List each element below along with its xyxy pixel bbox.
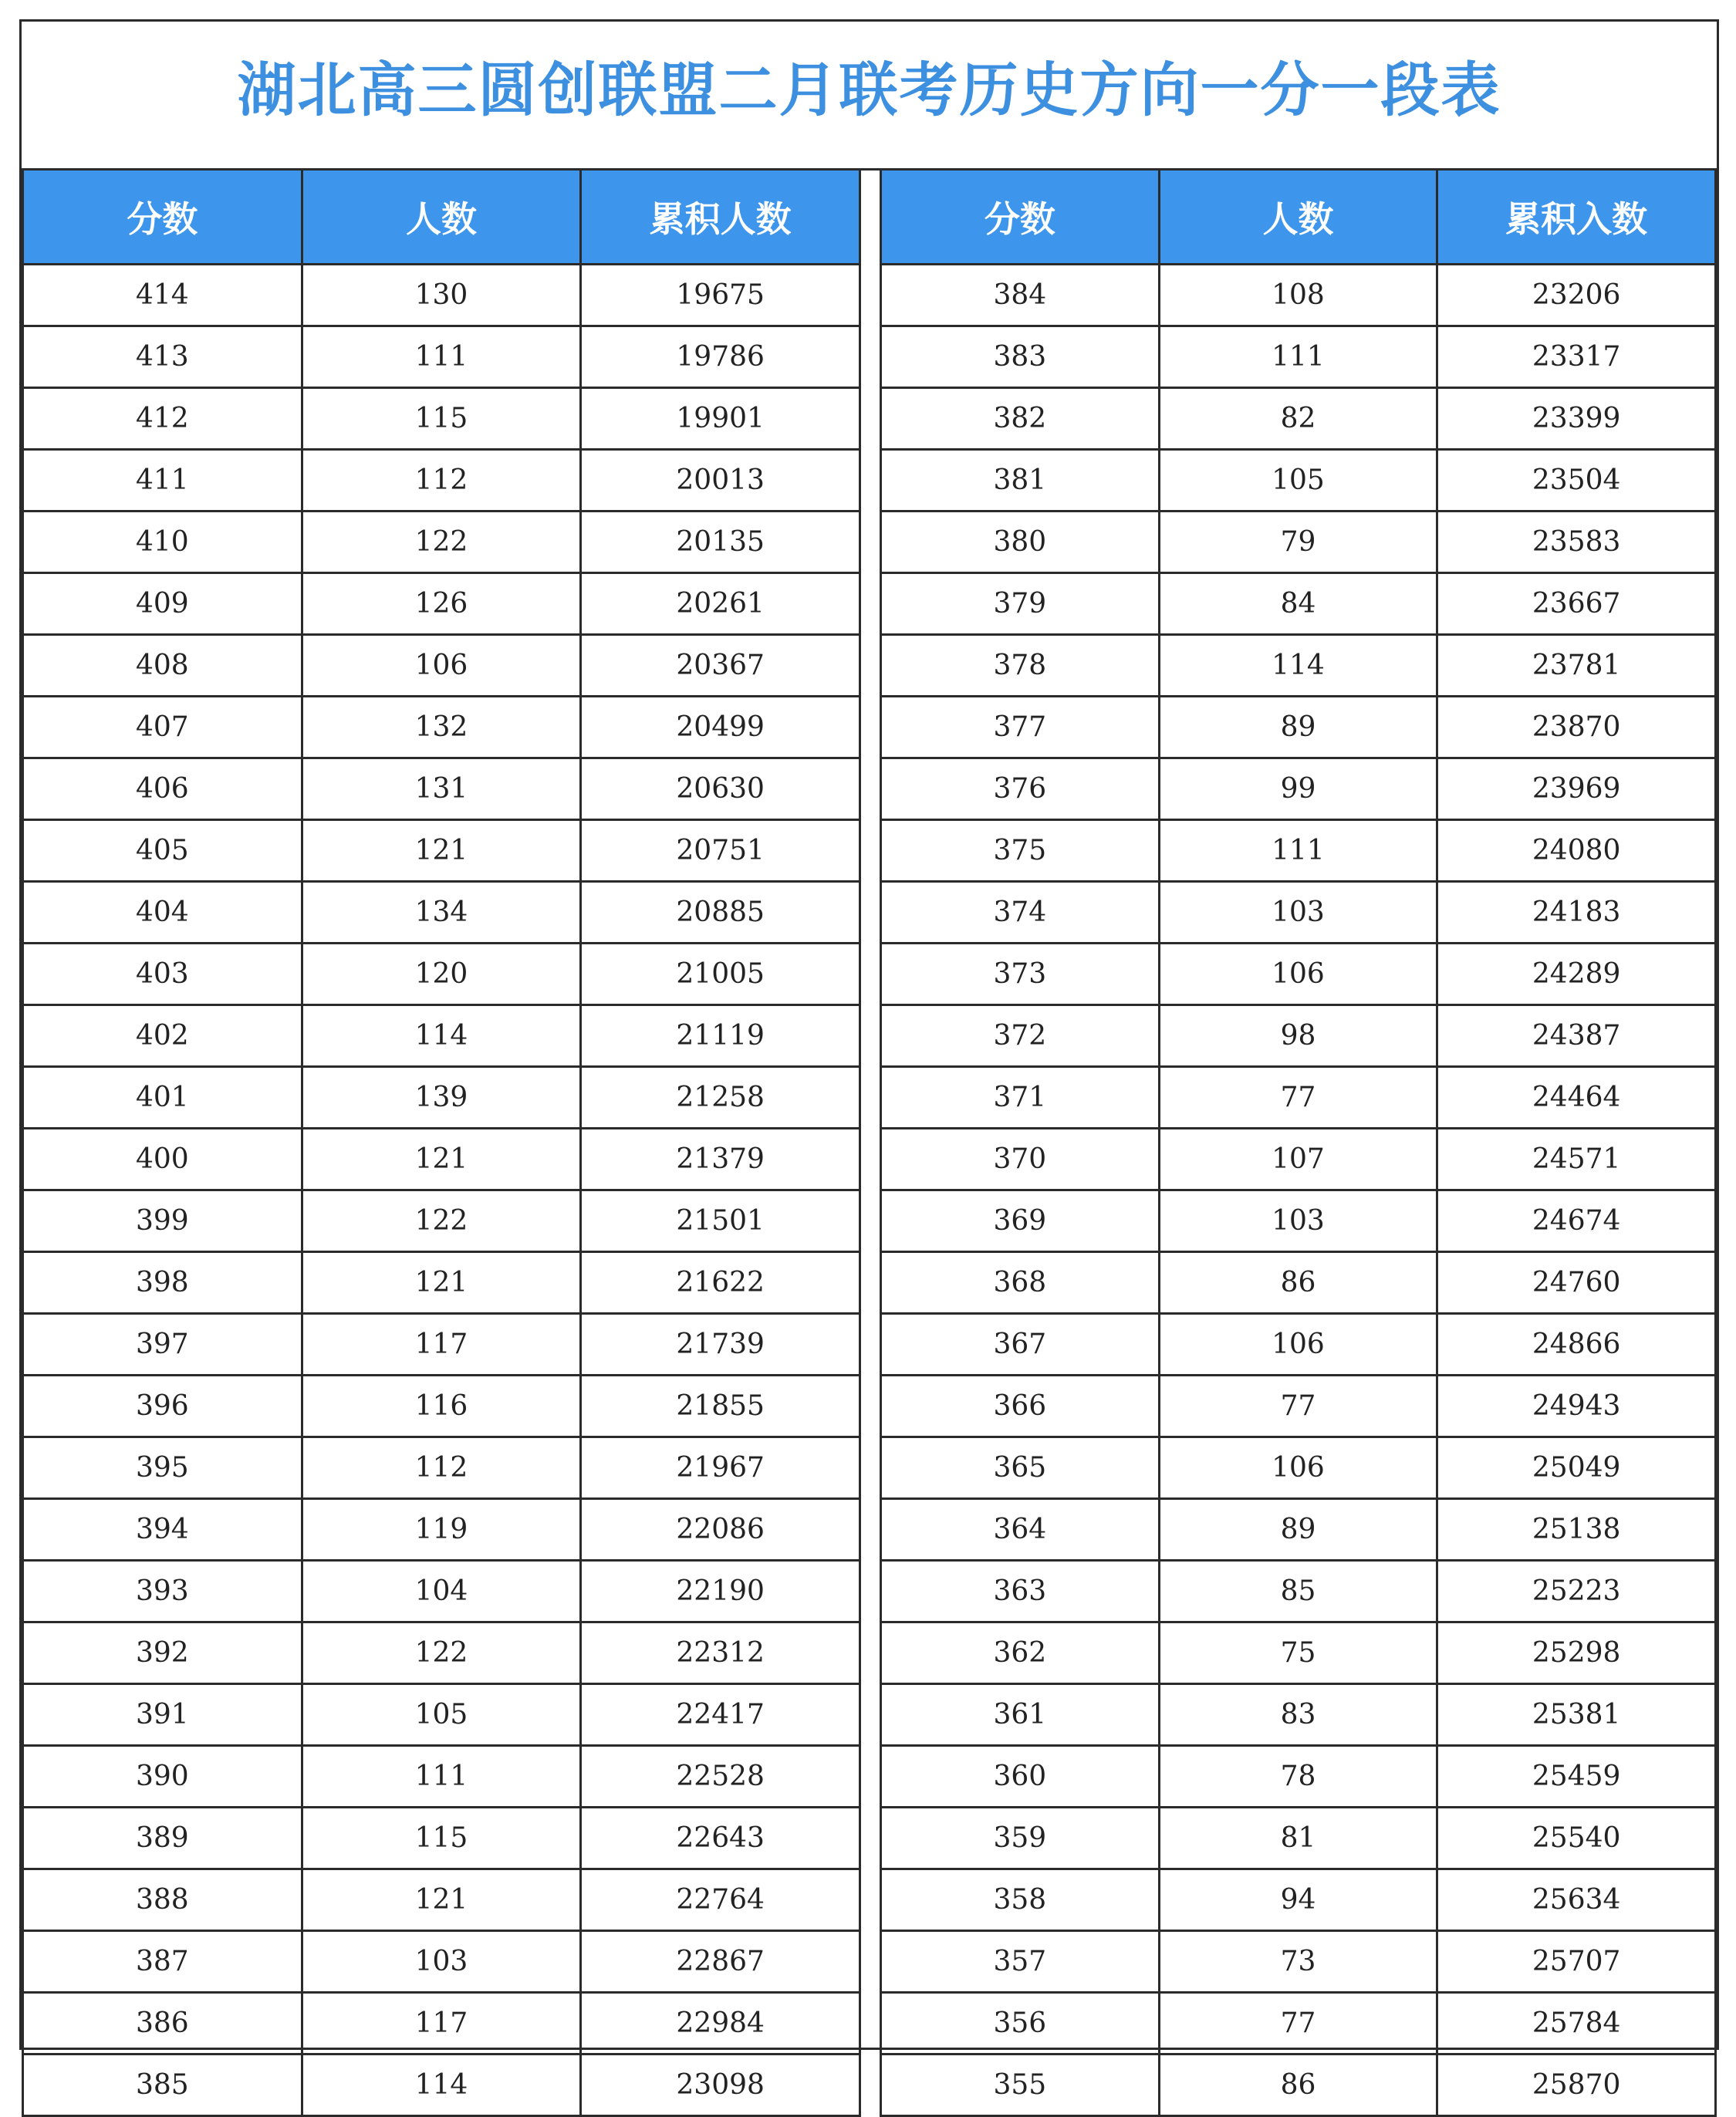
cumulative-cell: 20499 xyxy=(581,697,860,758)
table-row xyxy=(23,1437,860,1499)
table-row xyxy=(881,512,1716,573)
cumulative-cell: 21855 xyxy=(581,1376,860,1437)
table-row xyxy=(23,265,860,326)
score-cell: 393 xyxy=(23,1561,302,1622)
score-cell: 402 xyxy=(23,1005,302,1067)
cumulative-cell: 21005 xyxy=(581,944,860,1005)
count-cell: 105 xyxy=(1159,450,1437,512)
score-cell: 376 xyxy=(881,758,1160,820)
score-cell: 360 xyxy=(881,1746,1160,1808)
count-cell: 106 xyxy=(1159,1314,1437,1376)
score-cell: 399 xyxy=(23,1190,302,1252)
table-row xyxy=(23,1129,860,1190)
count-cell: 103 xyxy=(302,1931,581,1993)
table-row xyxy=(23,1252,860,1314)
table-row xyxy=(23,1869,860,1931)
table-row xyxy=(23,1499,860,1561)
score-cell: 356 xyxy=(881,1993,1160,2055)
score-cell: 366 xyxy=(881,1376,1160,1437)
count-cell: 77 xyxy=(1159,1993,1437,2055)
count-cell: 112 xyxy=(302,450,581,512)
count-cell: 86 xyxy=(1159,2055,1437,2116)
score-cell: 404 xyxy=(23,882,302,944)
table-row xyxy=(23,1561,860,1622)
cumulative-cell: 23317 xyxy=(1437,326,1716,388)
score-cell: 372 xyxy=(881,1005,1160,1067)
score-cell: 379 xyxy=(881,573,1160,635)
table-row xyxy=(23,512,860,573)
cumulative-cell: 24183 xyxy=(1437,882,1716,944)
table-row xyxy=(23,758,860,820)
count-cell: 112 xyxy=(302,1437,581,1499)
cumulative-cell: 23504 xyxy=(1437,450,1716,512)
table-row xyxy=(881,1746,1716,1808)
table-row xyxy=(881,1869,1716,1931)
cumulative-cell: 25381 xyxy=(1437,1684,1716,1746)
cumulative-cell: 24571 xyxy=(1437,1129,1716,1190)
count-cell: 85 xyxy=(1159,1561,1437,1622)
count-cell: 111 xyxy=(1159,326,1437,388)
cumulative-cell: 20013 xyxy=(581,450,860,512)
cumulative-cell: 23870 xyxy=(1437,697,1716,758)
score-cell: 400 xyxy=(23,1129,302,1190)
cumulative-cell: 21739 xyxy=(581,1314,860,1376)
score-cell: 382 xyxy=(881,388,1160,450)
score-cell: 414 xyxy=(23,265,302,326)
table-row xyxy=(23,1067,860,1129)
count-cell: 84 xyxy=(1159,573,1437,635)
table-row xyxy=(881,1499,1716,1561)
score-cell: 373 xyxy=(881,944,1160,1005)
score-cell: 384 xyxy=(881,265,1160,326)
score-cell: 408 xyxy=(23,635,302,697)
count-cell: 111 xyxy=(302,1746,581,1808)
count-cell: 77 xyxy=(1159,1067,1437,1129)
table-row xyxy=(23,697,860,758)
score-cell: 388 xyxy=(23,1869,302,1931)
score-cell: 407 xyxy=(23,697,302,758)
score-cell: 370 xyxy=(881,1129,1160,1190)
cumulative-cell: 22312 xyxy=(581,1622,860,1684)
count-cell: 120 xyxy=(302,944,581,1005)
cumulative-cell: 25784 xyxy=(1437,1993,1716,2055)
table-row xyxy=(881,1931,1716,1993)
table-row xyxy=(23,1931,860,1993)
score-table-document xyxy=(19,19,1719,2101)
cumulative-cell: 24080 xyxy=(1437,820,1716,882)
table-row xyxy=(881,1993,1716,2055)
table-row xyxy=(881,635,1716,697)
count-cell: 111 xyxy=(1159,820,1437,882)
count-cell: 81 xyxy=(1159,1808,1437,1869)
cumulative-cell: 25540 xyxy=(1437,1808,1716,1869)
score-table-left xyxy=(22,171,861,2117)
cumulative-cell: 25223 xyxy=(1437,1561,1716,1622)
count-cell: 111 xyxy=(302,326,581,388)
page-title: 湖北高三圆创联盟二月联考历史方向一分一段表 xyxy=(237,56,1501,124)
count-cell: 117 xyxy=(302,1993,581,2055)
score-cell: 374 xyxy=(881,882,1160,944)
count-cell: 105 xyxy=(302,1684,581,1746)
cumulative-cell: 21501 xyxy=(581,1190,860,1252)
cumulative-cell: 19675 xyxy=(581,265,860,326)
table-row xyxy=(881,573,1716,635)
cumulative-cell: 22984 xyxy=(581,1993,860,2055)
count-cell: 75 xyxy=(1159,1622,1437,1684)
count-cell: 121 xyxy=(302,820,581,882)
cumulative-cell: 24464 xyxy=(1437,1067,1716,1129)
table-row xyxy=(881,944,1716,1005)
cumulative-cell: 21967 xyxy=(581,1437,860,1499)
score-cell: 364 xyxy=(881,1499,1160,1561)
table-row xyxy=(881,388,1716,450)
cumulative-cell: 19786 xyxy=(581,326,860,388)
count-cell: 103 xyxy=(1159,882,1437,944)
table-row xyxy=(23,1746,860,1808)
score-cell: 392 xyxy=(23,1622,302,1684)
cumulative-cell: 23206 xyxy=(1437,265,1716,326)
count-cell: 116 xyxy=(302,1376,581,1437)
table-row xyxy=(23,450,860,512)
count-cell: 86 xyxy=(1159,1252,1437,1314)
score-cell: 362 xyxy=(881,1622,1160,1684)
cumulative-cell: 24866 xyxy=(1437,1314,1716,1376)
cumulative-cell: 23583 xyxy=(1437,512,1716,573)
score-cell: 410 xyxy=(23,512,302,573)
count-cell: 122 xyxy=(302,1622,581,1684)
cumulative-cell: 20630 xyxy=(581,758,860,820)
score-cell: 358 xyxy=(881,1869,1160,1931)
count-cell: 94 xyxy=(1159,1869,1437,1931)
count-cell: 134 xyxy=(302,882,581,944)
score-cell: 365 xyxy=(881,1437,1160,1499)
count-cell: 121 xyxy=(302,1129,581,1190)
cumulative-cell: 24760 xyxy=(1437,1252,1716,1314)
table-row xyxy=(881,697,1716,758)
score-cell: 387 xyxy=(23,1931,302,1993)
score-cell: 367 xyxy=(881,1314,1160,1376)
score-cell: 363 xyxy=(881,1561,1160,1622)
count-cell: 121 xyxy=(302,1869,581,1931)
count-cell: 115 xyxy=(302,1808,581,1869)
cumulative-cell: 25459 xyxy=(1437,1746,1716,1808)
cumulative-cell: 22764 xyxy=(581,1869,860,1931)
cumulative-cell: 25707 xyxy=(1437,1931,1716,1993)
table-row xyxy=(23,1993,860,2055)
table-row xyxy=(23,882,860,944)
score-cell: 396 xyxy=(23,1376,302,1437)
cumulative-cell: 24289 xyxy=(1437,944,1716,1005)
table-row xyxy=(23,573,860,635)
table-row xyxy=(881,1684,1716,1746)
cumulative-cell: 23969 xyxy=(1437,758,1716,820)
score-cell: 383 xyxy=(881,326,1160,388)
score-cell: 401 xyxy=(23,1067,302,1129)
count-cell: 126 xyxy=(302,573,581,635)
table-row xyxy=(23,1314,860,1376)
column-header-score: 分数 xyxy=(881,171,1160,265)
cumulative-cell: 24674 xyxy=(1437,1190,1716,1252)
table-row xyxy=(23,944,860,1005)
table-row xyxy=(23,1622,860,1684)
score-cell: 357 xyxy=(881,1931,1160,1993)
table-row xyxy=(881,326,1716,388)
table-row xyxy=(23,1808,860,1869)
table-row xyxy=(881,820,1716,882)
table-row xyxy=(881,1067,1716,1129)
cumulative-cell: 22417 xyxy=(581,1684,860,1746)
count-cell: 122 xyxy=(302,1190,581,1252)
cumulative-cell: 23098 xyxy=(581,2055,860,2116)
score-cell: 381 xyxy=(881,450,1160,512)
table-row xyxy=(881,882,1716,944)
cumulative-cell: 25634 xyxy=(1437,1869,1716,1931)
table-row xyxy=(881,1252,1716,1314)
score-cell: 361 xyxy=(881,1684,1160,1746)
score-cell: 395 xyxy=(23,1437,302,1499)
count-cell: 139 xyxy=(302,1067,581,1129)
cumulative-cell: 21622 xyxy=(581,1252,860,1314)
score-cell: 406 xyxy=(23,758,302,820)
score-cell: 371 xyxy=(881,1067,1160,1129)
cumulative-cell: 21379 xyxy=(581,1129,860,1190)
count-cell: 89 xyxy=(1159,1499,1437,1561)
score-cell: 385 xyxy=(23,2055,302,2116)
cumulative-cell: 23399 xyxy=(1437,388,1716,450)
cumulative-cell: 22867 xyxy=(581,1931,860,1993)
count-cell: 103 xyxy=(1159,1190,1437,1252)
score-cell: 377 xyxy=(881,697,1160,758)
count-cell: 82 xyxy=(1159,388,1437,450)
count-cell: 78 xyxy=(1159,1746,1437,1808)
column-header-cumulative: 累积人数 xyxy=(581,171,860,265)
column-header-score: 分数 xyxy=(23,171,302,265)
count-cell: 106 xyxy=(1159,1437,1437,1499)
score-cell: 409 xyxy=(23,573,302,635)
table-row xyxy=(881,1808,1716,1869)
count-cell: 79 xyxy=(1159,512,1437,573)
cumulative-cell: 22086 xyxy=(581,1499,860,1561)
cumulative-cell: 25049 xyxy=(1437,1437,1716,1499)
count-cell: 104 xyxy=(302,1561,581,1622)
table-body-left xyxy=(23,265,860,2116)
header-row xyxy=(23,171,860,265)
table-row xyxy=(881,1376,1716,1437)
table-row xyxy=(881,265,1716,326)
table-row xyxy=(23,388,860,450)
count-cell: 99 xyxy=(1159,758,1437,820)
column-header-count: 人数 xyxy=(302,171,581,265)
count-cell: 117 xyxy=(302,1314,581,1376)
table-row xyxy=(23,820,860,882)
count-cell: 114 xyxy=(302,1005,581,1067)
score-cell: 411 xyxy=(23,450,302,512)
count-cell: 83 xyxy=(1159,1684,1437,1746)
cumulative-cell: 20135 xyxy=(581,512,860,573)
table-row xyxy=(881,1561,1716,1622)
table-body-right xyxy=(881,265,1716,2116)
count-cell: 115 xyxy=(302,388,581,450)
count-cell: 122 xyxy=(302,512,581,573)
table-row xyxy=(881,450,1716,512)
score-cell: 412 xyxy=(23,388,302,450)
cumulative-cell: 22528 xyxy=(581,1746,860,1808)
cumulative-cell: 21258 xyxy=(581,1067,860,1129)
table-row xyxy=(23,2055,860,2116)
score-cell: 375 xyxy=(881,820,1160,882)
title-area xyxy=(22,22,1717,171)
score-cell: 359 xyxy=(881,1808,1160,1869)
table-row xyxy=(23,1376,860,1437)
table-row xyxy=(881,1129,1716,1190)
score-cell: 398 xyxy=(23,1252,302,1314)
count-cell: 106 xyxy=(302,635,581,697)
cumulative-cell: 19901 xyxy=(581,388,860,450)
count-cell: 77 xyxy=(1159,1376,1437,1437)
score-cell: 386 xyxy=(23,1993,302,2055)
count-cell: 107 xyxy=(1159,1129,1437,1190)
table-row xyxy=(23,1190,860,1252)
count-cell: 73 xyxy=(1159,1931,1437,1993)
count-cell: 132 xyxy=(302,697,581,758)
cumulative-cell: 23781 xyxy=(1437,635,1716,697)
cumulative-cell: 20751 xyxy=(581,820,860,882)
table-row xyxy=(881,1437,1716,1499)
table-row xyxy=(881,1190,1716,1252)
count-cell: 131 xyxy=(302,758,581,820)
table-row xyxy=(881,758,1716,820)
cumulative-cell: 20885 xyxy=(581,882,860,944)
table-row xyxy=(23,1005,860,1067)
count-cell: 130 xyxy=(302,265,581,326)
cumulative-cell: 21119 xyxy=(581,1005,860,1067)
table-row xyxy=(23,635,860,697)
cumulative-cell: 22190 xyxy=(581,1561,860,1622)
score-cell: 389 xyxy=(23,1808,302,1869)
table-row xyxy=(881,1314,1716,1376)
score-cell: 378 xyxy=(881,635,1160,697)
count-cell: 89 xyxy=(1159,697,1437,758)
header-row xyxy=(881,171,1716,265)
table-row xyxy=(23,326,860,388)
cumulative-cell: 25870 xyxy=(1437,2055,1716,2116)
score-cell: 391 xyxy=(23,1684,302,1746)
score-cell: 355 xyxy=(881,2055,1160,2116)
column-header-count: 人数 xyxy=(1159,171,1437,265)
cumulative-cell: 24943 xyxy=(1437,1376,1716,1437)
cumulative-cell: 25298 xyxy=(1437,1622,1716,1684)
cumulative-cell: 23667 xyxy=(1437,573,1716,635)
table-row xyxy=(881,1622,1716,1684)
count-cell: 114 xyxy=(1159,635,1437,697)
cumulative-cell: 20367 xyxy=(581,635,860,697)
table-row xyxy=(881,2055,1716,2116)
count-cell: 98 xyxy=(1159,1005,1437,1067)
score-cell: 413 xyxy=(23,326,302,388)
count-cell: 106 xyxy=(1159,944,1437,1005)
score-cell: 368 xyxy=(881,1252,1160,1314)
score-cell: 369 xyxy=(881,1190,1160,1252)
score-cell: 394 xyxy=(23,1499,302,1561)
score-cell: 390 xyxy=(23,1746,302,1808)
cumulative-cell: 20261 xyxy=(581,573,860,635)
cumulative-cell: 24387 xyxy=(1437,1005,1716,1067)
column-header-cumulative: 累积入数 xyxy=(1437,171,1716,265)
cumulative-cell: 22643 xyxy=(581,1808,860,1869)
count-cell: 121 xyxy=(302,1252,581,1314)
score-cell: 405 xyxy=(23,820,302,882)
score-table-right xyxy=(880,171,1717,2117)
table-row xyxy=(881,1005,1716,1067)
cumulative-cell: 25138 xyxy=(1437,1499,1716,1561)
count-cell: 108 xyxy=(1159,265,1437,326)
score-cell: 397 xyxy=(23,1314,302,1376)
score-cell: 380 xyxy=(881,512,1160,573)
table-row xyxy=(23,1684,860,1746)
score-cell: 403 xyxy=(23,944,302,1005)
count-cell: 119 xyxy=(302,1499,581,1561)
count-cell: 114 xyxy=(302,2055,581,2116)
